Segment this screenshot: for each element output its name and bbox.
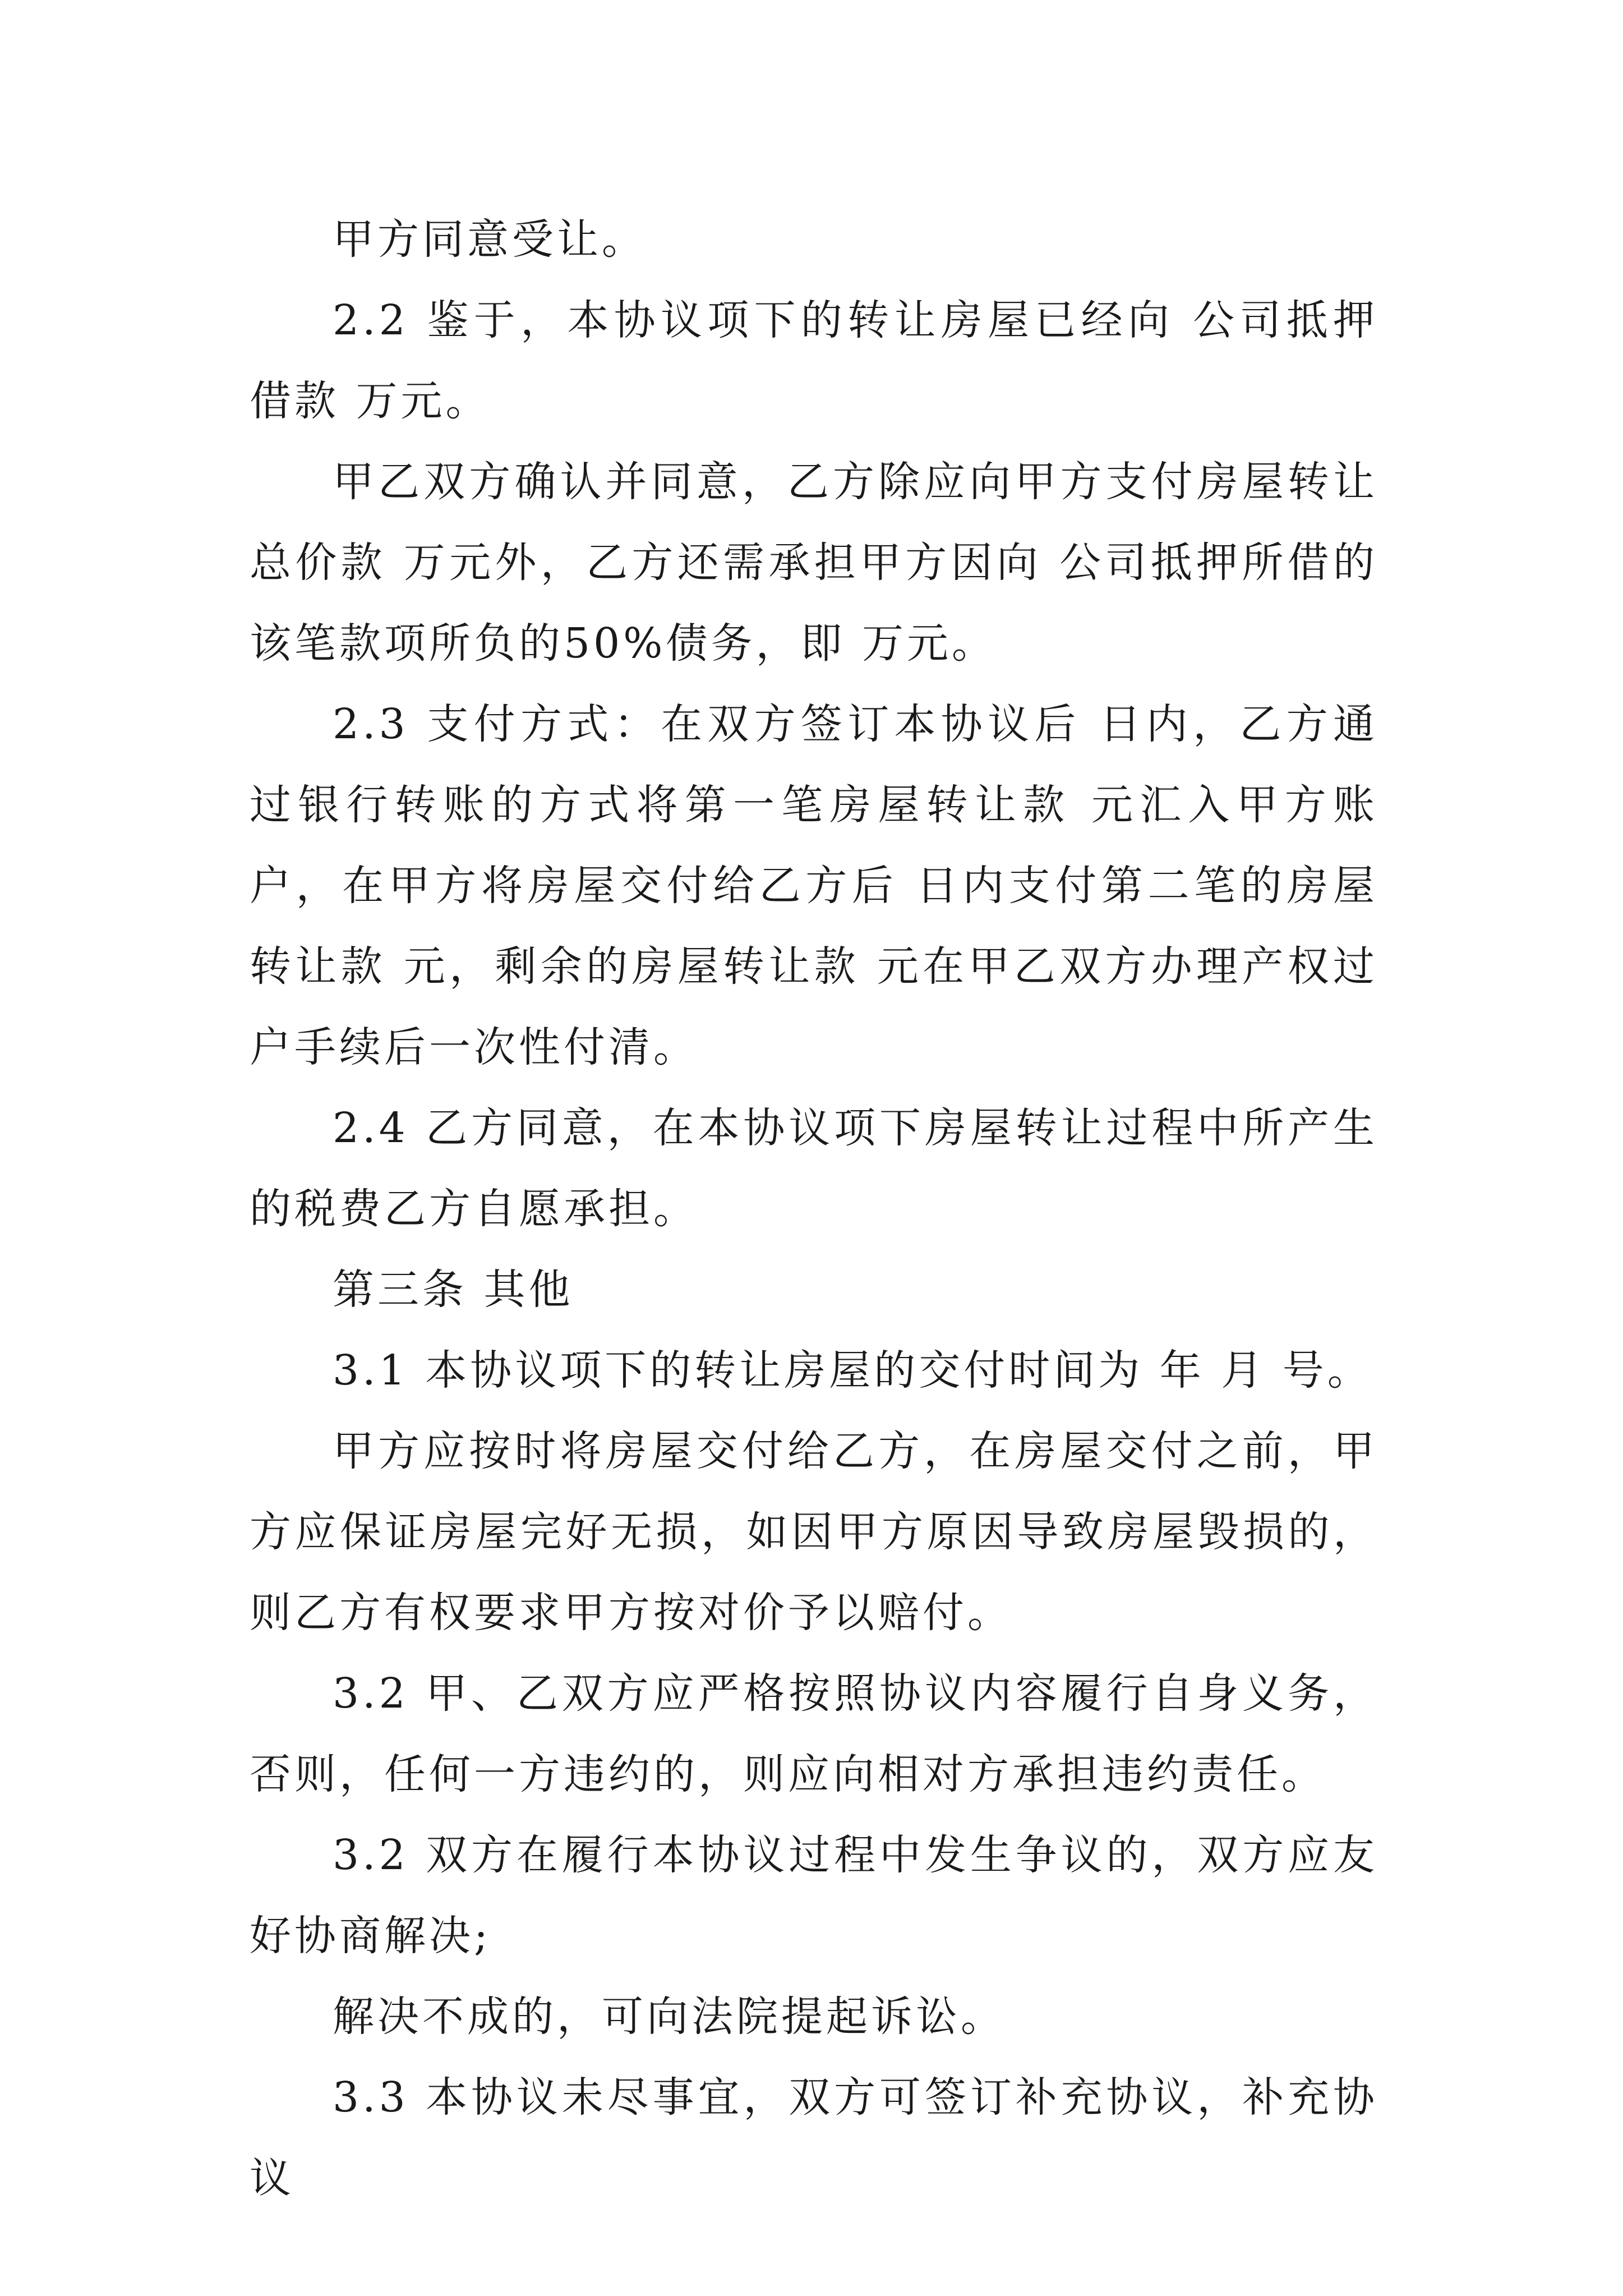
document-body — [250, 199, 1378, 2219]
paragraph-2: 2.2 鉴于，本协议项下的转让房屋已经向 公司抵押借款 万元。 — [250, 296, 1378, 425]
paragraph-1: 甲方同意受让。 — [333, 215, 647, 264]
section-heading: 第三条 其他 — [333, 1266, 574, 1314]
paragraph-12: 3.3 本协议未尽事宜，双方可签订补充协议，补充协议 — [250, 2073, 1378, 2202]
paragraph-5: 2.4 乙方同意，在本协议项下房屋转让过程中所产生的税费乙方自愿承担。 — [250, 1104, 1378, 1233]
paragraph-3: 甲乙双方确认并同意，乙方除应向甲方支付房屋转让总价款 万元外，乙方还需承担甲方因向 公司抵押所借的该笔款项所负的50%债务，即 万元。 — [250, 458, 1378, 668]
paragraph-11: 解决不成的，可向法院提起诉讼。 — [333, 1993, 1006, 2041]
paragraph-10: 3.2 双方在履行本协议过程中发生争议的，双方应友好协商解决; — [250, 1831, 1378, 1960]
paragraph-4: 2.3 支付方式：在双方签订本协议后 日内，乙方通过银行转账的方式将第一笔房屋转让款 元汇入甲方账户，在甲方将房屋交付给乙方后 日内支付第二笔的房屋转让款 元，剩余的房屋转让款 元在甲乙双方办理产权过户手续后一次性付清。 — [250, 700, 1378, 1071]
paragraph-9: 3.2 甲、乙双方应严格按照协议内容履行自身义务，否则，任何一方违约的，则应向相对方承担违约责任。 — [250, 1669, 1378, 1798]
paragraph-8: 甲方应按时将房屋交付给乙方，在房屋交付之前，甲方应保证房屋完好无损，如因甲方原因导致房屋毁损的，则乙方有权要求甲方按对价予以赔付。 — [250, 1427, 1378, 1637]
paragraph-7: 3.1 本协议项下的转让房屋的交付时间为 年 月 号。 — [333, 1346, 1372, 1395]
